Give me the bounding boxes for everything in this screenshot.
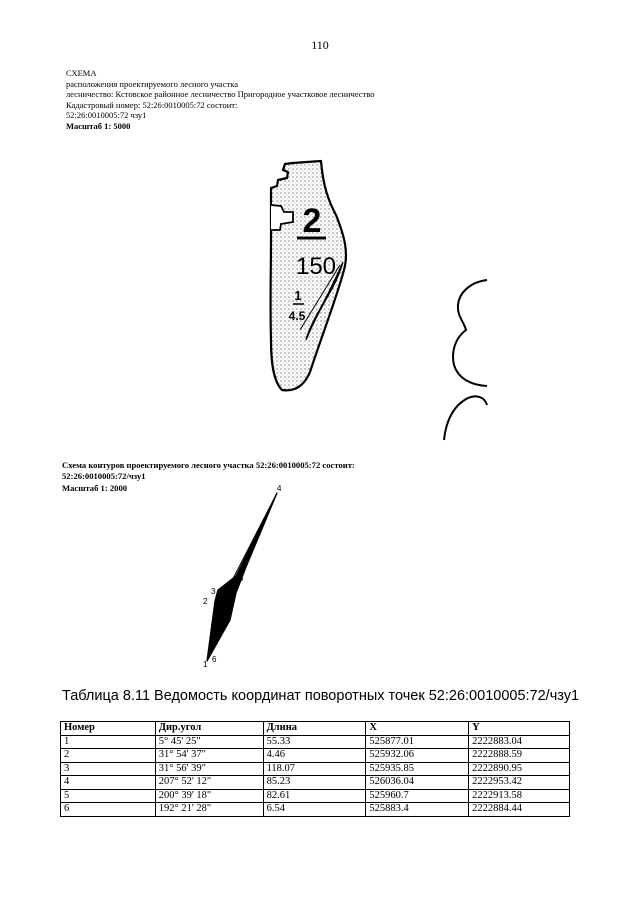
cell-length: 55.33 [263,735,366,749]
cell-length: 82.61 [263,789,366,803]
cell-x: 526036.04 [366,776,469,790]
table-row [61,735,570,749]
coordinates-table [60,721,570,817]
scheme-subtitle: расположения проектируемого лесного участка [66,78,238,89]
point-label-6: 6 [212,655,217,664]
table-row [61,789,570,803]
col-header-x: X [366,722,469,736]
cell-y: 2222953.42 [469,776,570,790]
cell-bearing: 5° 45' 25" [155,735,263,749]
contour-scale: Масштаб 1: 2000 [62,482,128,493]
parcel-area: 4.5 [288,309,306,323]
point-label-3: 3 [211,587,216,596]
cell-number: 6 [61,803,156,817]
scheme-title: СХЕМА [66,68,97,78]
cell-y: 2222913.58 [469,789,570,803]
quarter-number: 2 [302,202,322,240]
point-label-1: 1 [203,660,208,669]
cell-x: 525932.06 [366,749,469,763]
col-header-number: Номер [61,722,156,736]
cell-x: 525935.85 [366,762,469,776]
cell-length: 4.46 [263,749,366,763]
cell-bearing: 200° 39' 18" [155,789,263,803]
contour-scheme-title: Схема контуров проектируемого лесного участка 52:26:0010005:72 состоит: [62,460,355,470]
cell-length: 85.23 [263,776,366,790]
cell-y: 2222883.04 [469,735,570,749]
point-label-5: 5 [239,574,244,583]
table-row [61,803,570,817]
point-label-4: 4 [277,484,282,493]
cell-length: 6.54 [263,803,366,817]
forestry-line: лесничество: Кстовское районное лесничество Пригородное участковое лесничество [66,89,375,100]
cell-number: 4 [61,776,156,790]
cell-x: 525877.01 [366,735,469,749]
cell-y: 2222890.95 [469,762,570,776]
neighbor-contour-upper [453,280,487,386]
cadastral-number-line: Кадастровый номер: 52:26:0010005:72 состоит: [66,99,238,110]
parcel-id-line: 52:26:0010005:72 чзу1 [66,110,147,121]
table-title: Таблица 8.11 Ведомость координат поворотных точек 52:26:0010005:72/чзу1 [62,688,580,704]
page-number: 110 [311,38,329,52]
parcel-number: 1 [294,288,302,303]
col-header-length: Длина [263,722,366,736]
quarter-area: 150 [295,253,337,280]
scale-line: Масштаб 1: 5000 [66,120,131,131]
cell-x: 525883.4 [366,803,469,817]
table-row [61,749,570,763]
cell-number: 1 [61,735,156,749]
cell-bearing: 192° 21' 28" [155,803,263,817]
cell-number: 2 [61,749,156,763]
table-header-row [61,722,570,736]
point-label-2: 2 [203,597,208,606]
table-row [61,762,570,776]
table-row [61,776,570,790]
cell-bearing: 31° 56' 39" [155,762,263,776]
cell-bearing: 31° 54' 37" [155,749,263,763]
cell-y: 2222884.44 [469,803,570,817]
cell-y: 2222888.59 [469,749,570,763]
contour-scheme [0,470,640,680]
contour-parcel-id: 52:26:0010005:72/чзу1 [62,471,146,482]
cell-x: 525960.7 [366,789,469,803]
cell-number: 5 [61,789,156,803]
col-header-y: Y [469,722,570,736]
cell-length: 118.07 [263,762,366,776]
col-header-bearing: Дир.угол [155,722,263,736]
cell-number: 3 [61,762,156,776]
neighbor-contour-lower [444,396,487,440]
cell-bearing: 207° 52' 12" [155,776,263,790]
